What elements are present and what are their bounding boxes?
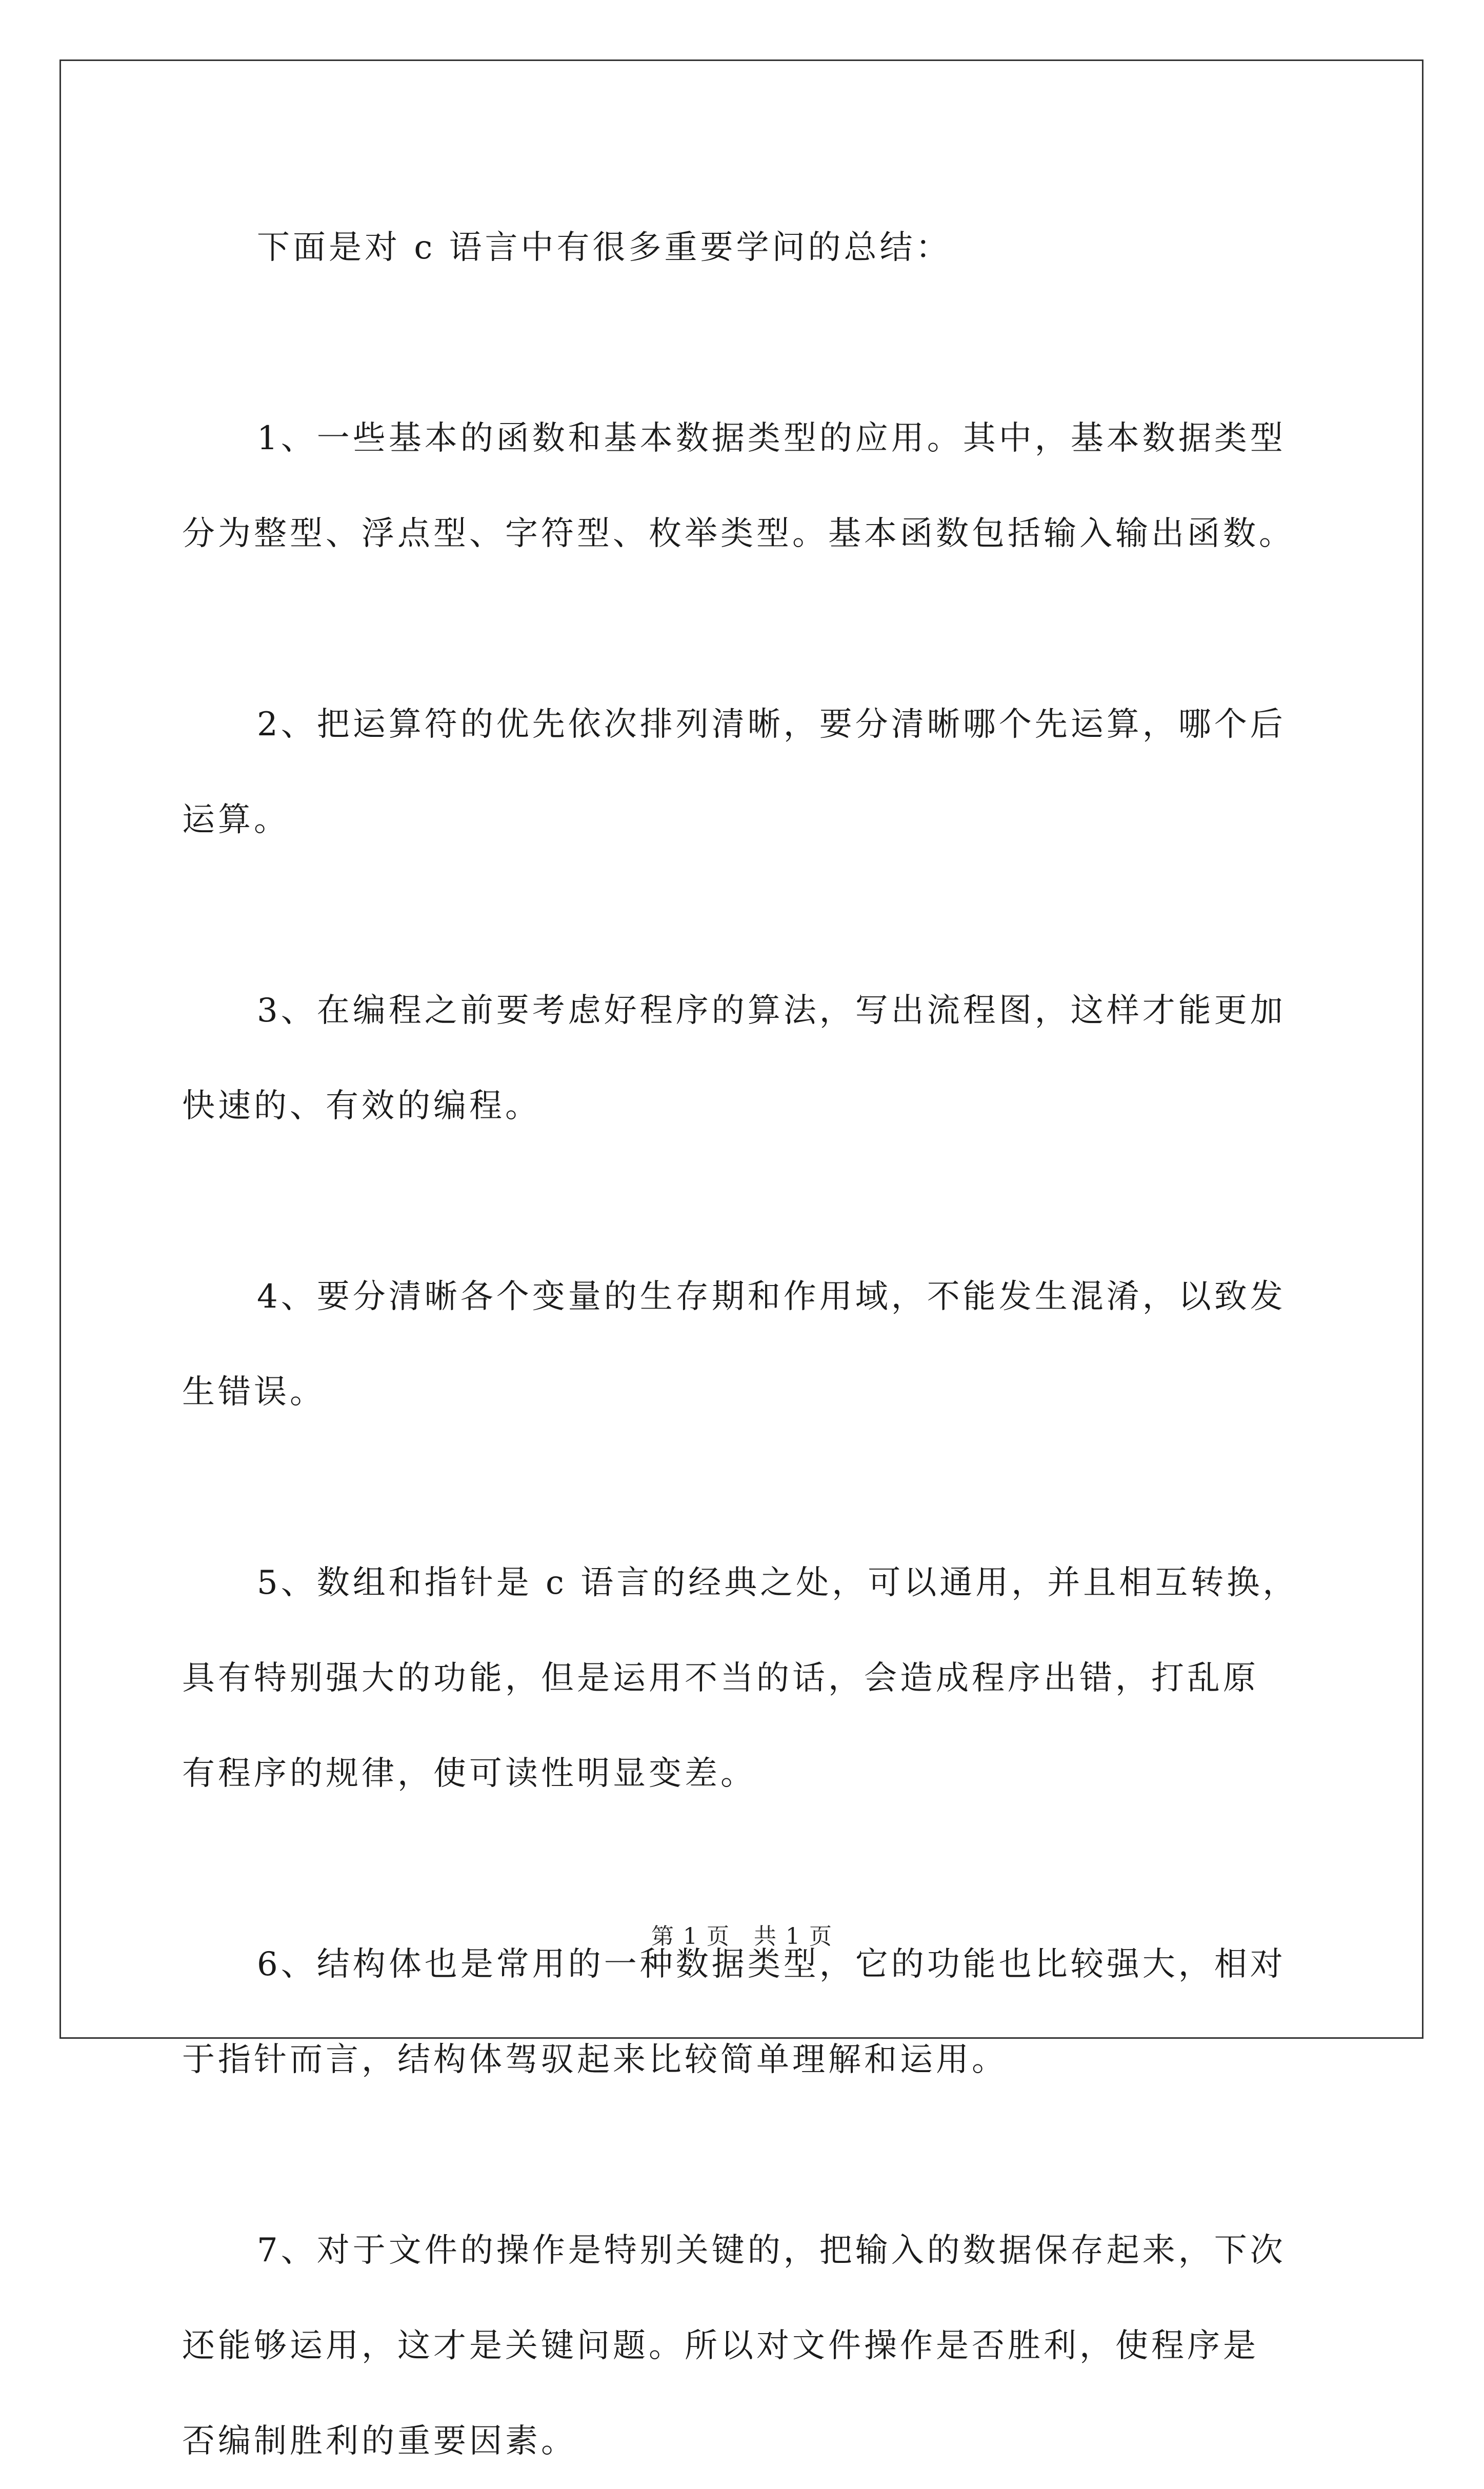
paragraph-line: 快速的、有效的编程。	[182, 1087, 541, 1125]
paragraph-line: 生错误。	[182, 1373, 326, 1411]
paragraph-item-5	[182, 1535, 1315, 1821]
document-body	[182, 200, 1315, 2489]
paragraph-line: 有程序的规律，使可读性明显变差。	[182, 1755, 756, 1793]
paragraph-item-4	[182, 1249, 1315, 1440]
page-total: 共 1 页	[754, 1923, 833, 1950]
paragraph-item-1	[182, 391, 1315, 581]
paragraph-line: 7、对于文件的操作是特别关键的，把输入的数据保存起来，下次	[257, 2232, 1286, 2270]
paragraph-line: 分为整型、浮点型、字符型、枚举类型。基本函数包括输入输出函数。	[182, 515, 1295, 553]
paragraph-item-3	[182, 963, 1315, 1154]
paragraph-line: 于指针而言，结构体驾驭起来比较简单理解和运用。	[182, 2041, 1008, 2079]
page-number: 第 1 页	[651, 1923, 730, 1950]
paragraph-line: 还能够运用，这才是关键问题。所以对文件操作是否胜利，使程序是	[182, 2327, 1259, 2365]
paragraph-item-7	[182, 2203, 1315, 2489]
paragraph-line: 3、在编程之前要考虑好程序的算法，写出流程图，这样才能更加	[257, 992, 1286, 1030]
paragraph-item-2	[182, 677, 1315, 868]
paragraph-line: 运算。	[182, 801, 290, 839]
paragraph-line: 5、数组和指针是 c 语言的经典之处，可以通用，并且相互转换，	[257, 1564, 1299, 1602]
paragraph-line: 2、把运算符的优先依次排列清晰，要分清晰哪个先运算，哪个后	[257, 706, 1286, 744]
paragraph-line: 具有特别强大的功能，但是运用不当的话，会造成程序出错，打乱原	[182, 1659, 1259, 1697]
paragraph-line: 4、要分清晰各个变量的生存期和作用域，不能发生混淆，以致发	[257, 1278, 1286, 1316]
paragraph-intro	[182, 200, 1315, 295]
page-footer	[0, 1918, 1484, 1951]
paragraph-line: 6、结构体也是常用的一种数据类型，它的功能也比较强大，相对	[257, 1945, 1286, 1983]
paragraph-line: 1、一些基本的函数和基本数据类型的应用。其中，基本数据类型	[257, 419, 1286, 457]
paragraph-line: 否编制胜利的重要因素。	[182, 2422, 577, 2460]
paragraph-line: 下面是对 c 语言中有很多重要学问的总结：	[257, 229, 952, 267]
